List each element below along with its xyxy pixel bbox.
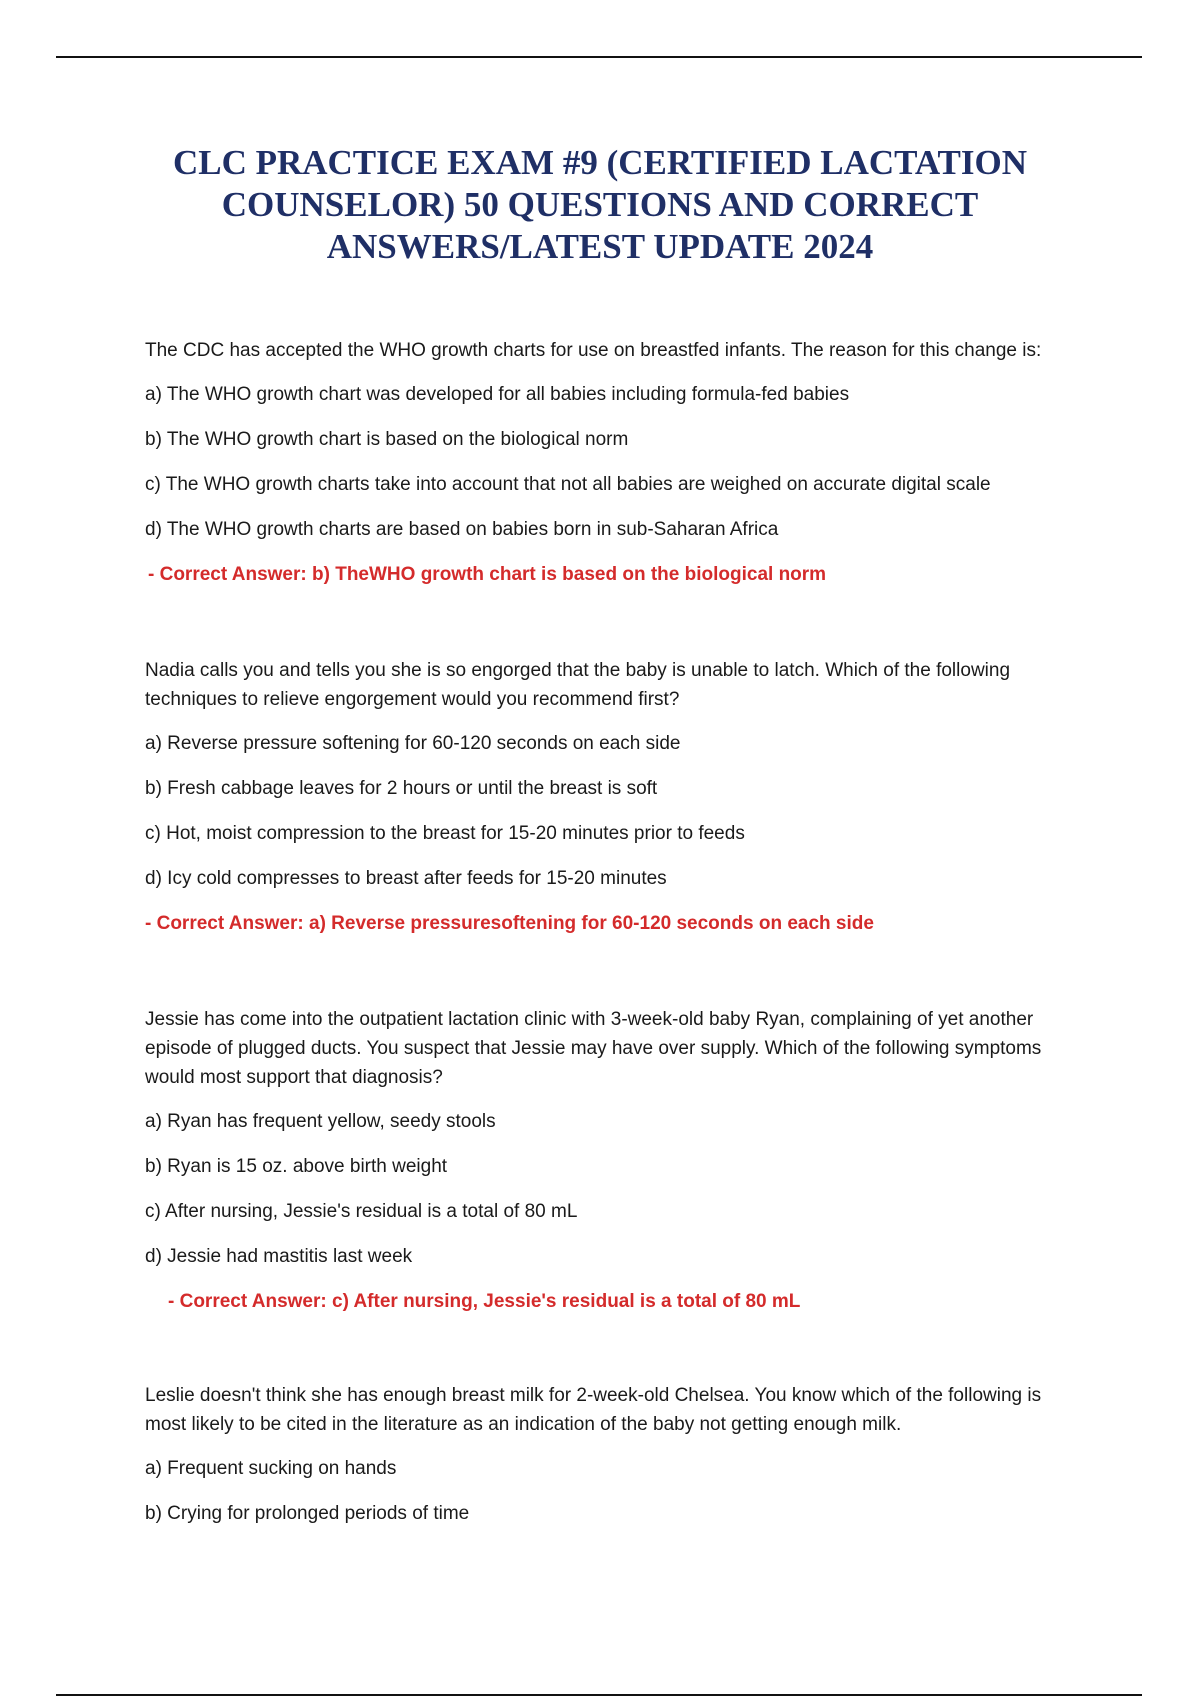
option-c: c) Hot, moist compression to the breast for 15-20 minutes prior to feeds — [145, 823, 745, 844]
question-text: The CDC has accepted the WHO growth charts for use on breastfed infants. The reason for this change is: — [145, 340, 1042, 361]
question-1 — [145, 336, 1085, 656]
option-d: d) The WHO growth charts are based on babies born in sub-Saharan Africa — [145, 519, 779, 540]
bottom-rule — [56, 1694, 1142, 1696]
option-a: a) Frequent sucking on hands — [145, 1458, 397, 1479]
option-d: d) Icy cold compresses to breast after feeds for 15-20 minutes — [145, 868, 667, 889]
option-a: a) Reverse pressure softening for 60-120 seconds on each side — [145, 733, 681, 754]
option-b: b) Ryan is 15 oz. above birth weight — [145, 1156, 448, 1177]
document-title: CLC PRACTICE EXAM #9 (CERTIFIED LACTATION COUNSELOR) 50 QUESTIONS AND CORRECT ANSWERS/LATEST UPDATE 2024 — [172, 143, 1028, 266]
option-a: a) Ryan has frequent yellow, seedy stools — [145, 1111, 496, 1132]
correct-answer: - Correct Answer: b) TheWHO growth chart is based on the biological norm — [148, 564, 827, 585]
option-c: c) After nursing, Jessie's residual is a total of 80 mL — [145, 1201, 578, 1222]
question-text: Nadia calls you and tells you she is so engorged that the baby is unable to latch. Which of the following techniques to relieve engorgement would you recommend first? — [145, 660, 1011, 710]
option-d: d) Jessie had mastitis last week — [145, 1246, 413, 1267]
questions-content — [145, 336, 1085, 1545]
option-b: b) Crying for prolonged periods of time — [145, 1503, 470, 1524]
option-b: b) The WHO growth chart is based on the biological norm — [145, 429, 629, 450]
question-text: Jessie has come into the outpatient lactation clinic with 3-week-old baby Ryan, complaining of yet another episode of plugged ducts. You suspect that Jessie may have over supply. Which of the following symptoms would most support that diagnosis? — [145, 1009, 1042, 1088]
option-a: a) The WHO growth chart was developed for all babies including formula-fed babies — [145, 384, 850, 405]
question-4 — [145, 1381, 1085, 1528]
question-2 — [145, 656, 1085, 1005]
option-c: c) The WHO growth charts take into account that not all babies are weighed on accurate digital scale — [145, 474, 991, 495]
option-b: b) Fresh cabbage leaves for 2 hours or until the breast is soft — [145, 778, 658, 799]
question-3 — [145, 1005, 1085, 1381]
correct-answer: - Correct Answer: a) Reverse pressuresoftening for 60-120 seconds on each side — [145, 913, 874, 934]
top-rule — [56, 56, 1142, 58]
question-text: Leslie doesn't think she has enough breast milk for 2-week-old Chelsea. You know which of the following is most likely to be cited in the literature as an indication of the baby not getting enough milk. — [145, 1385, 1042, 1435]
correct-answer: - Correct Answer: c) After nursing, Jessie's residual is a total of 80 mL — [168, 1291, 801, 1312]
